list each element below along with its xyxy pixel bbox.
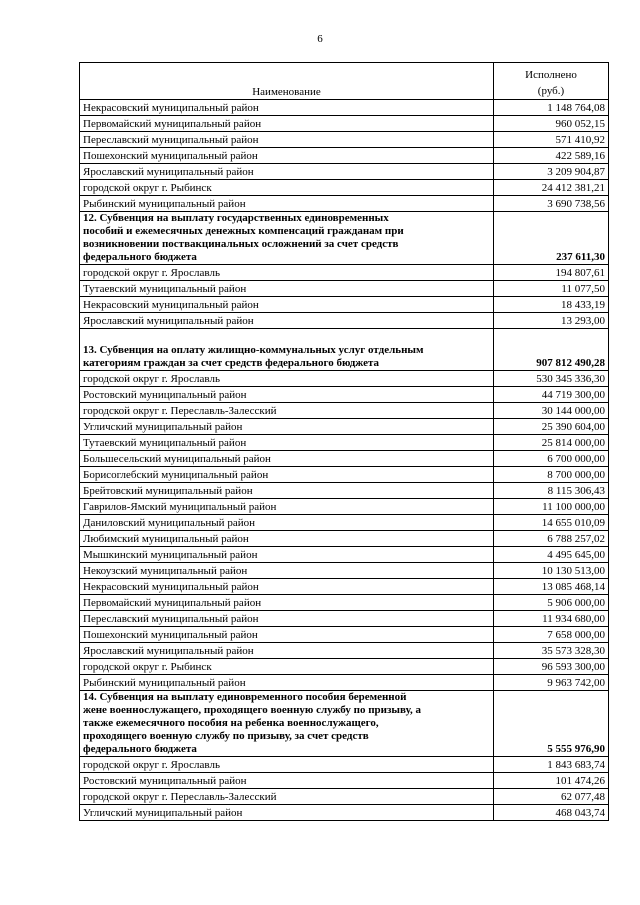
section13-title-row [80,329,609,371]
row-value: 960 052,15 [494,116,609,132]
row-name: Пошехонский муниципальный район [80,627,494,643]
table-row [80,100,609,116]
row-value: 35 573 328,30 [494,643,609,659]
row-name: Первомайский муниципальный район [80,116,494,132]
table-row [80,467,609,483]
page-number: 6 [317,33,323,45]
section13-title-line: категориям граждан за счет средств федерального бюджета [83,357,380,369]
row-value: 5 906 000,00 [494,595,609,611]
table-row [80,531,609,547]
section13-title-line: 13. Субвенция на оплату жилищно-коммунальных услуг отдельным [83,344,424,356]
table-row [80,371,609,387]
section13-title [80,329,494,371]
row-name: Рыбинский муниципальный район [80,675,494,691]
row-value: 96 593 300,00 [494,659,609,675]
table-body [80,100,609,821]
row-value: 3 690 738,56 [494,196,609,212]
section12-title-row [80,212,609,265]
row-name: Некрасовский муниципальный район [80,579,494,595]
table-row [80,148,609,164]
row-name: Первомайский муниципальный район [80,595,494,611]
table-row [80,451,609,467]
row-name: Тутаевский муниципальный район [80,281,494,297]
row-value: 468 043,74 [494,805,609,821]
section12-title-line: 12. Субвенция на выплату государственных единовременных [83,212,389,224]
row-value: 1 843 683,74 [494,757,609,773]
row-name: Даниловский муниципальный район [80,515,494,531]
section14-total: 5 555 976,90 [494,691,609,757]
row-value: 13 293,00 [494,313,609,329]
header-value-line2: (руб.) [537,85,565,97]
row-name: Ростовский муниципальный район [80,387,494,403]
row-name: городской округ г. Переславль-Залесский [80,403,494,419]
table-row [80,499,609,515]
table-row [80,297,609,313]
table-row [80,313,609,329]
row-value: 10 130 513,00 [494,563,609,579]
table-row [80,419,609,435]
row-name: Любимский муниципальный район [80,531,494,547]
row-name: городской округ г. Ярославль [80,757,494,773]
row-name: Пошехонский муниципальный район [80,148,494,164]
header-value-line1: Исполнено [525,69,577,81]
row-name: городской округ г. Рыбинск [80,180,494,196]
row-value: 7 658 000,00 [494,627,609,643]
row-name: Брейтовский муниципальный район [80,483,494,499]
row-value: 6 788 257,02 [494,531,609,547]
row-value: 3 209 904,87 [494,164,609,180]
table-row [80,403,609,419]
row-name: Переславский муниципальный район [80,611,494,627]
table-row [80,387,609,403]
row-value: 571 410,92 [494,132,609,148]
section14-title-line: жене военнослужащего, проходящего военную службу по призыву, а [83,704,421,716]
row-value: 4 495 645,00 [494,547,609,563]
table-row [80,435,609,451]
row-name: Угличский муниципальный район [80,805,494,821]
row-value: 18 433,19 [494,297,609,313]
table-row [80,515,609,531]
table-row [80,579,609,595]
row-value: 44 719 300,00 [494,387,609,403]
row-value: 194 807,61 [494,265,609,281]
header-name: Наименование [80,63,494,100]
row-name: Мышкинский муниципальный район [80,547,494,563]
header-value [494,63,609,100]
section12-title-line: пособий и ежемесячных денежных компенсаций гражданам при [83,225,404,237]
row-value: 25 814 000,00 [494,435,609,451]
row-value: 13 085 468,14 [494,579,609,595]
row-name: Гаврилов-Ямский муниципальный район [80,499,494,515]
table-row [80,659,609,675]
row-value: 62 077,48 [494,789,609,805]
table-row [80,483,609,499]
row-name: Угличский муниципальный район [80,419,494,435]
section14-title [80,691,494,757]
row-name: городской округ г. Ярославль [80,371,494,387]
row-name: Тутаевский муниципальный район [80,435,494,451]
table-row [80,805,609,821]
row-name: Ярославский муниципальный район [80,164,494,180]
table-header-row [80,63,609,100]
section14-title-row [80,691,609,757]
row-value: 11 934 680,00 [494,611,609,627]
section14-title-line: проходящего военную службу по призыву, за счет средств [83,730,369,742]
row-value: 14 655 010,09 [494,515,609,531]
section14-title-line: также ежемесячного пособия на ребенка военнослужащего, [83,717,379,729]
section12-total: 237 611,30 [494,212,609,265]
row-name: городской округ г. Ярославль [80,265,494,281]
table-row [80,789,609,805]
row-name: Ярославский муниципальный район [80,313,494,329]
table-row [80,757,609,773]
table-row [80,611,609,627]
table-row [80,643,609,659]
row-name: Некоузский муниципальный район [80,563,494,579]
row-name: Рыбинский муниципальный район [80,196,494,212]
row-name: Ярославский муниципальный район [80,643,494,659]
row-value: 101 474,26 [494,773,609,789]
table-row [80,265,609,281]
row-value: 30 144 000,00 [494,403,609,419]
table-row [80,595,609,611]
row-name: Некрасовский муниципальный район [80,297,494,313]
row-value: 24 412 381,21 [494,180,609,196]
table-row [80,164,609,180]
row-value: 11 077,50 [494,281,609,297]
row-value: 6 700 000,00 [494,451,609,467]
row-value: 530 345 336,30 [494,371,609,387]
table-row [80,281,609,297]
table-row [80,627,609,643]
section12-title-line: возникновении поствакцинальных осложнений за счет средств [83,238,399,250]
row-name: Некрасовский муниципальный район [80,100,494,116]
row-name: городской округ г. Переславль-Залесский [80,789,494,805]
row-value: 25 390 604,00 [494,419,609,435]
table-row [80,132,609,148]
budget-table [79,62,609,821]
row-value: 9 963 742,00 [494,675,609,691]
row-name: Ростовский муниципальный район [80,773,494,789]
table-row [80,180,609,196]
section14-title-line: 14. Субвенция на выплату единовременного пособия беременной [83,691,407,703]
row-value: 422 589,16 [494,148,609,164]
table-row [80,675,609,691]
section12-title [80,212,494,265]
table-row [80,547,609,563]
table-row [80,773,609,789]
row-value: 1 148 764,08 [494,100,609,116]
section13-total: 907 812 490,28 [494,329,609,371]
row-value: 11 100 000,00 [494,499,609,515]
table-row [80,563,609,579]
section12-title-line: федерального бюджета [83,251,197,263]
table-row [80,196,609,212]
row-name: Переславский муниципальный район [80,132,494,148]
row-name: Большесельский муниципальный район [80,451,494,467]
row-value: 8 700 000,00 [494,467,609,483]
section14-title-line: федерального бюджета [83,743,197,755]
row-name: Борисоглебский муниципальный район [80,467,494,483]
table-row [80,116,609,132]
row-value: 8 115 306,43 [494,483,609,499]
row-name: городской округ г. Рыбинск [80,659,494,675]
